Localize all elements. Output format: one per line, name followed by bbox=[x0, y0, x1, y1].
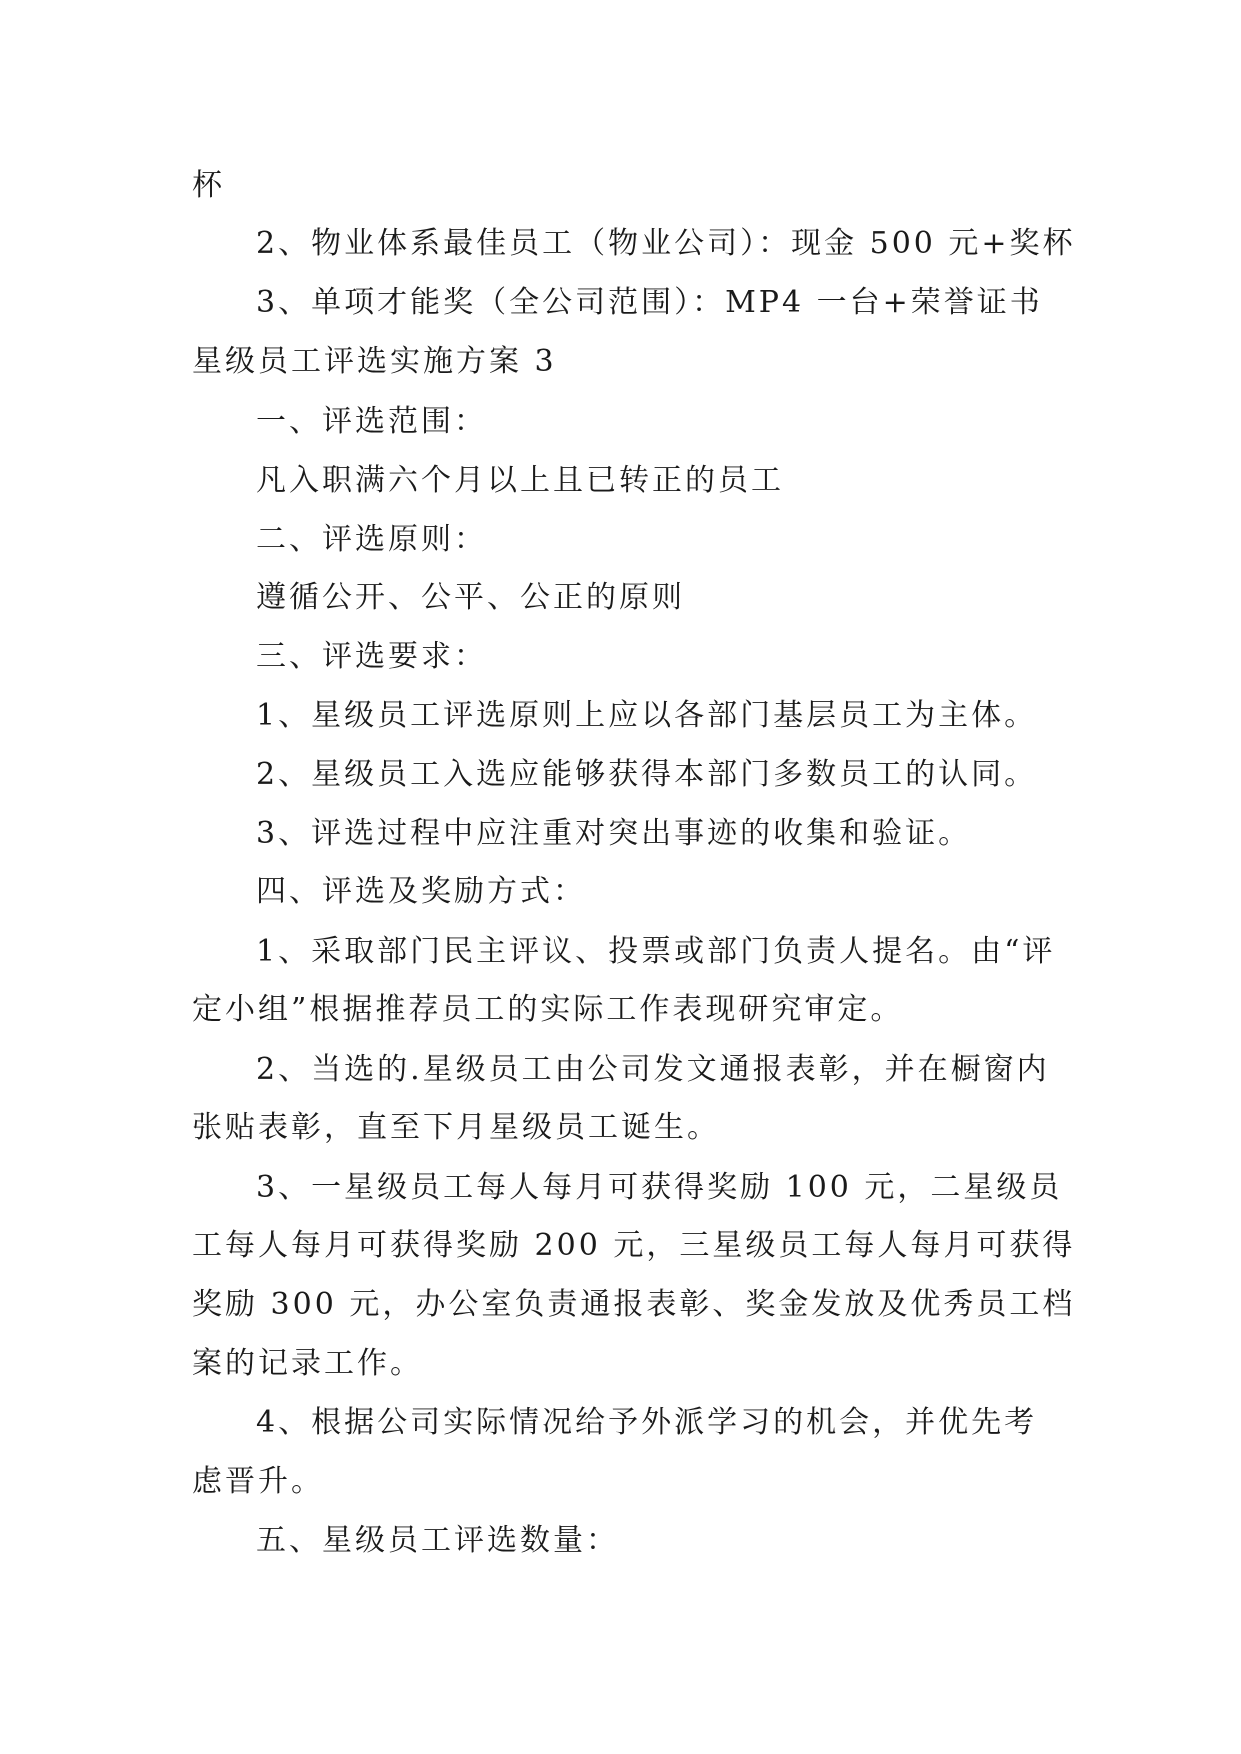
text-line: 遵循公开、公平、公正的原则 bbox=[256, 580, 685, 615]
text-line: 1、星级员工评选原则上应以各部门基层员工为主体。 bbox=[256, 698, 1038, 733]
text-line: 2、物业体系最佳员工（物业公司）：现金 500 元+奖杯 bbox=[256, 226, 1076, 261]
text-line: 3、评选过程中应注重对突出事迹的收集和验证。 bbox=[256, 816, 972, 851]
text-line: 1、采取部门民主评议、投票或部门负责人提名。由“评 bbox=[256, 934, 1056, 969]
text-line: 定小组”根据推荐员工的实际工作表现研究审定。 bbox=[192, 992, 904, 1027]
section-heading: 二、评选原则： bbox=[256, 522, 487, 557]
text-line: 奖励 300 元，办公室负责通报表彰、奖金发放及优秀员工档 bbox=[192, 1287, 1076, 1322]
text-line: 张贴表彰，直至下月星级员工诞生。 bbox=[192, 1110, 720, 1145]
section-heading: 一、评选范围： bbox=[256, 404, 487, 439]
text-line: 2、星级员工入选应能够获得本部门多数员工的认同。 bbox=[256, 757, 1038, 792]
section-title: 星级员工评选实施方案 3 bbox=[192, 344, 557, 379]
section-heading: 四、评选及奖励方式： bbox=[256, 874, 586, 909]
text-line: 案的记录工作。 bbox=[192, 1346, 423, 1381]
section-heading: 五、星级员工评选数量： bbox=[256, 1523, 619, 1558]
text-line: 4、根据公司实际情况给予外派学习的机会，并优先考 bbox=[256, 1405, 1038, 1440]
text-line: 2、当选的.星级员工由公司发文通报表彰，并在橱窗内 bbox=[256, 1052, 1050, 1087]
text-line: 杯 bbox=[192, 168, 225, 203]
text-line: 虑晋升。 bbox=[192, 1464, 324, 1499]
text-line: 凡入职满六个月以上且已转正的员工 bbox=[256, 463, 784, 498]
section-heading: 三、评选要求： bbox=[256, 639, 487, 674]
text-line: 3、一星级员工每人每月可获得奖励 100 元，二星级员 bbox=[256, 1170, 1063, 1205]
text-line: 3、单项才能奖（全公司范围）：MP4 一台+荣誉证书 bbox=[256, 285, 1043, 320]
text-line: 工每人每月可获得奖励 200 元，三星级员工每人每月可获得 bbox=[192, 1228, 1076, 1263]
